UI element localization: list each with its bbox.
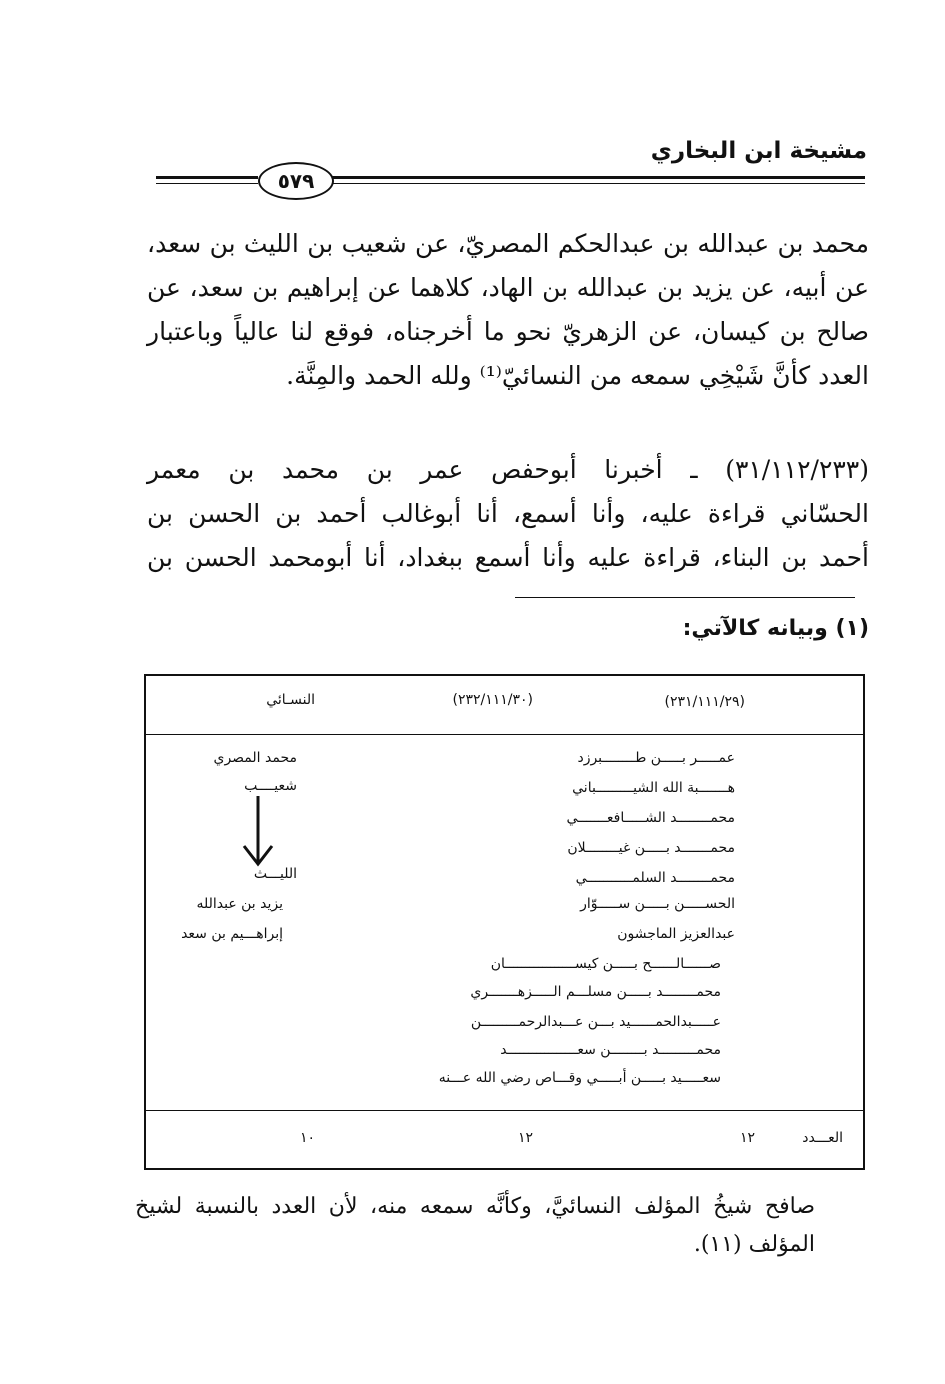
paragraph-2-line: (٣١/١١٢/٢٣٣) ـ أخبرنا أبوحفص عمر بن محمد بن معمر (147, 455, 869, 484)
table-footer-divider (146, 1110, 863, 1111)
page-number: ٥٧٩ (258, 162, 334, 200)
footnote-note-line: صافح شيخُ المؤلف النسائيَّ، وكأنَّه سمعه منه، لأن العدد بالنسبة لشيخ (135, 1194, 815, 1219)
shared-row: عـــــبدالحمــــــيد بـــن عـــبدالرحمـــــــــن (470, 1014, 721, 1030)
running-title: مشيخة ابن البخاري (650, 138, 867, 164)
shared-row: محمــــــــد بـــــن مسلـــم الـــــزهـــــــري (470, 984, 721, 1000)
count-col1: ١٢ (739, 1130, 755, 1146)
header-rule-right-thin (330, 183, 865, 184)
count-col3: ١٠ (299, 1130, 315, 1146)
table-header-col2: (٢٣٢/١١١/٣٠) (452, 692, 533, 708)
count-col2: ١٢ (517, 1130, 533, 1146)
paragraph-1-line: عن أبيه، عن يزيد بن عبدالله بن الهاد، كلاهما عن إبراهيم بن سعد، عن (147, 273, 869, 302)
col3-row: يزيد بن عبدالله (196, 896, 283, 912)
footnote-heading: (١) وبيانه كالآتي: (682, 616, 869, 641)
chain-table (144, 674, 865, 1170)
col3-row: محمد المصري (213, 750, 297, 766)
paragraph-1-line: صالح بن كيسان، عن الزهريّ نحو ما أخرجناه، فوقع لنا عالياً وباعتبار (147, 317, 869, 346)
col3-row: شعيــــب (244, 778, 297, 794)
col1-row: عمـــــر بـــــن طــــــــبرزد (577, 750, 735, 766)
footnote-note-line: المؤلف (١١). (693, 1232, 815, 1257)
paragraph-2 (147, 448, 869, 580)
paragraph-1-line: محمد بن عبدالله بن عبدالحكم المصريّ، عن شعيب بن الليث بن سعد، (147, 229, 869, 258)
col1-row: محمـــــــد بـــــن غيــــــــلان (567, 840, 735, 856)
footnote-separator (515, 597, 855, 598)
table-header-col3: النسـائي (266, 692, 315, 708)
header-rule-right-thick (330, 176, 865, 179)
footnote-note (135, 1188, 815, 1264)
shared-row: صــــــالــــــح بـــــن كيســـــــــــــــــان (490, 956, 721, 972)
paragraph-2-line: الحسّاني قراءة عليه، وأنا أسمع، أنا أبوغالب أحمد بن الحسن بن (147, 499, 869, 528)
col1-row: محمــــــــد الشـــــافعـــــــي (566, 810, 735, 826)
paragraph-1-line: العدد كأنَّ شَيْخِي سمعه من النسائيّ⁽¹⁾ ولله الحمد والمِنَّة. (286, 361, 869, 390)
header-rule-left-thick (156, 176, 258, 179)
header-rule-left-thin (156, 183, 258, 184)
shared-row: محمـــــــــد بــــــــن سعـــــــــــــــــد (500, 1042, 721, 1058)
col1-row: عبدالعزيز الماجشون (617, 926, 735, 942)
col1-row: محمــــــــد السلمـــــــــــي (575, 870, 735, 886)
col3-row: الليـــث (253, 866, 297, 882)
shared-row: سعـــــيد بـــــن أبـــــي وقـــاص رضي الله عـــنه (438, 1070, 721, 1086)
col1-row: الحســـــن بـــــن ســـــوّار (580, 896, 735, 912)
col1-row: هـــــــبة الله الشيـــــــــباني (572, 780, 735, 796)
table-header-col1: (٢٣١/١١١/٢٩) (664, 694, 745, 710)
col3-row: إبراهـــيم بن سعد (181, 926, 283, 942)
paragraph-2-line: أحمد بن البناء، قراءة عليه وأنا أسمع ببغداد، أنا أبومحمد الحسن بن (147, 543, 869, 572)
paragraph-1 (147, 222, 869, 398)
table-header-divider (146, 734, 863, 735)
down-arrow-icon (238, 792, 278, 872)
count-label: العـــدد (802, 1130, 843, 1146)
